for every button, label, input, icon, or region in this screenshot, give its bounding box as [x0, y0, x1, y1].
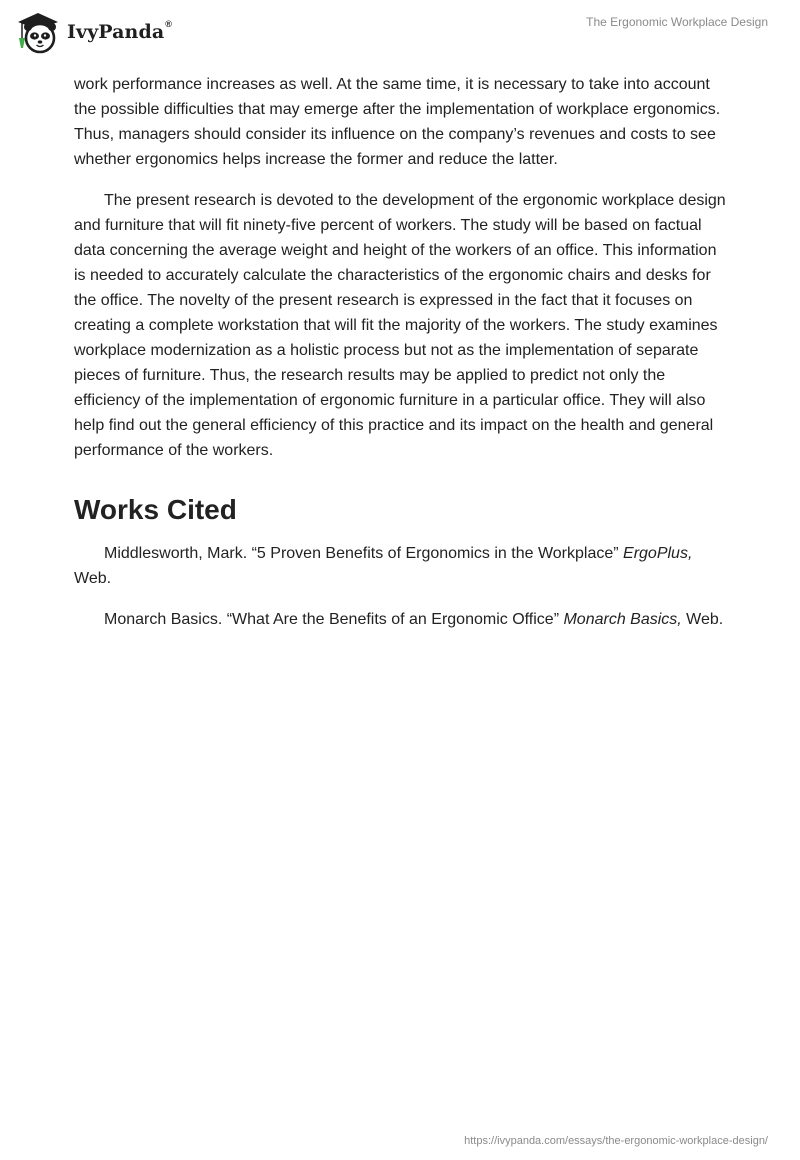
citation-entry: [74, 607, 726, 632]
body-paragraph: The present research is devoted to the development of the ergonomic workplace design and furniture that will fit ninety-five percent of workers. The study will be based on factual data concerning the average weight and height of the workers of an office. This information is needed to accurately calculate the characteristics of the ergonomic chairs and desks for the office. The novelty of the present research is expressed in the fact that it focuses on creating a complete workstation that will fit the majority of the workers. The study examines workplace modernization as a holistic process but not as the implementation of separate pieces of furniture. Thus, the research results may be applied to predict not only the efficiency of the implementation of ergonomic furniture in a particular office. They will also help find out the general efficiency of this practice and its impact on the health and general performance of the workers.: [74, 192, 726, 459]
citation-entry: [74, 541, 726, 591]
citation-tail: Web.: [681, 611, 724, 628]
works-cited-heading: Works Cited: [74, 494, 237, 525]
registered-mark: ®: [165, 19, 173, 29]
citation-tail: Web.: [74, 570, 112, 587]
citation-text: Monarch Basics. “What Are the Benefits of an Ergonomic Office”: [104, 611, 564, 628]
citation-text: Middlesworth, Mark. “5 Proven Benefits of Ergonomics in the Workplace”: [104, 545, 624, 562]
citation-source: Monarch Basics,: [563, 611, 682, 628]
citation-source: ErgoPlus,: [623, 545, 693, 562]
panda-graduate-logo-icon: [14, 8, 62, 54]
brand-logo[interactable]: [14, 8, 172, 54]
body-paragraph: work performance increases as well. At the same time, it is necessary to take into account the possible difficulties that may emerge after the implementation of workplace ergonomics. Thus, managers should consider its influence on the company’s revenues and costs to see whether ergonomics helps increase the former and reduce the latter.: [74, 76, 721, 168]
brand-name: IvyPanda®: [67, 19, 173, 43]
footer-url-link[interactable]: https://ivypanda.com/essays/the-ergonomic-workplace-design/: [464, 1135, 768, 1147]
page-header: [0, 0, 800, 70]
essay-content: [74, 72, 726, 648]
document-title: The Ergonomic Workplace Design: [586, 15, 768, 29]
